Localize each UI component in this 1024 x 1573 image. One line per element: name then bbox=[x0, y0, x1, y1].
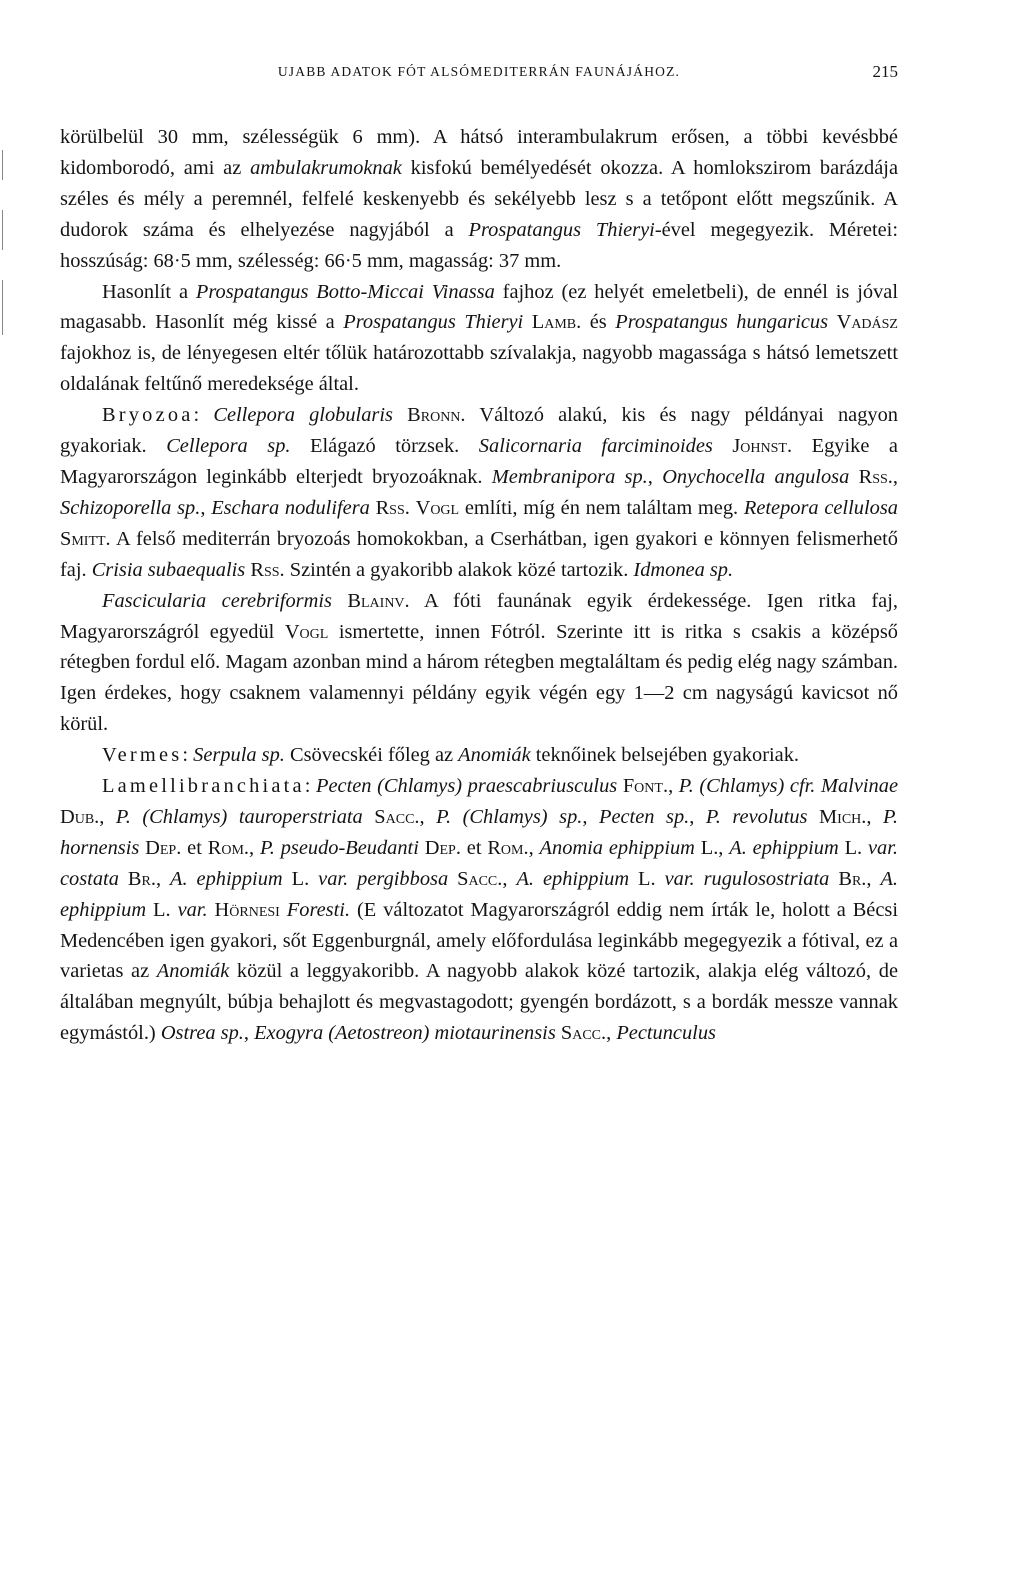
author-name: Rom. bbox=[487, 836, 529, 859]
taxon-name: Pectunculus bbox=[616, 1022, 716, 1045]
text-run bbox=[363, 806, 375, 828]
text-run: L. bbox=[282, 867, 319, 890]
text-run: , bbox=[419, 805, 437, 828]
taxon-name: Cellepora sp. bbox=[166, 435, 291, 458]
text-run: , bbox=[200, 496, 212, 519]
paragraph bbox=[60, 771, 898, 1049]
group-heading: Vermes bbox=[102, 744, 183, 767]
text-run: , bbox=[99, 805, 116, 828]
text-run: et bbox=[181, 836, 208, 859]
text-run: fajhoz (ez helyét emeletbeli), de ennél is jóval magasabb. Hasonlít még kissé a bbox=[60, 280, 898, 334]
author-name: Vadász bbox=[836, 311, 898, 334]
text-run bbox=[208, 899, 215, 921]
text-run: , bbox=[502, 867, 517, 890]
taxon-name: ambulakrumoknak bbox=[250, 156, 402, 179]
text-run: , bbox=[866, 805, 884, 828]
text-run: ismertette, innen Fótról. Szerinte itt is ritka s csakis a középső rétegben fordul elő. Magam azonban mind a három rétegben megtaláltam és pedig elég nagy számban. Igen érdekes, hogy csaknem valamennyi példány egyik végén egy 1—2 cm nagyságú kavicsot nő körül. bbox=[60, 620, 898, 736]
text-run: , bbox=[155, 867, 171, 890]
taxon-name: Idmonea sp. bbox=[633, 558, 734, 581]
taxon-name: Prospatangus hungaricus bbox=[615, 311, 829, 334]
taxon-name: Salicornaria farciminoides bbox=[478, 435, 713, 458]
author-name: Johnst. bbox=[732, 435, 793, 458]
text-run bbox=[448, 868, 457, 890]
taxon-name: Prospatangus Thieryi bbox=[468, 218, 655, 241]
text-run: L. bbox=[838, 836, 868, 859]
author-name: Vogl bbox=[415, 496, 460, 519]
text-run: , bbox=[582, 805, 599, 828]
text-run: L., bbox=[694, 836, 730, 859]
taxon-name: var. rugulosostriata bbox=[664, 867, 830, 890]
author-name: Br. bbox=[838, 867, 867, 890]
taxon-name: P. (Chlamys) tauroperstriata bbox=[115, 805, 363, 828]
text-run: Csövecskéi főleg az bbox=[284, 744, 459, 767]
taxon-name: var. costata bbox=[60, 836, 898, 890]
text-run bbox=[332, 590, 347, 612]
text-run bbox=[808, 806, 820, 828]
author-name: Rss. bbox=[250, 558, 285, 581]
taxon-name: Exogyra (Aetostreon) miotaurinensis bbox=[254, 1022, 556, 1045]
text-run: , bbox=[249, 836, 260, 859]
text-run: Szintén a gyakoribb alakok közé tartozik. bbox=[284, 558, 634, 581]
author-name: Font. bbox=[622, 775, 669, 798]
text-run: , bbox=[528, 836, 540, 859]
taxon-name: Eschara nodulifera bbox=[211, 496, 370, 519]
text-run: et bbox=[460, 836, 488, 859]
taxon-name: Foresti. bbox=[286, 898, 351, 921]
taxon-name: Crisia subaequalis bbox=[91, 558, 246, 581]
text-run: , bbox=[668, 775, 679, 798]
author-name: Sacc. bbox=[374, 805, 420, 828]
author-name: Vogl bbox=[284, 620, 329, 643]
taxon-name: Ostrea sp. bbox=[160, 1022, 244, 1045]
text-run: és bbox=[581, 311, 616, 334]
text-run bbox=[393, 404, 407, 426]
paragraph bbox=[60, 740, 898, 771]
author-name: Dep. bbox=[145, 836, 182, 859]
text-run: , bbox=[689, 805, 706, 828]
text-run: : bbox=[193, 404, 214, 427]
taxon-name: Cellepora globularis bbox=[213, 404, 393, 427]
author-name: Sacc. bbox=[457, 867, 503, 890]
text-run: Hasonlít a bbox=[102, 280, 196, 303]
text-run bbox=[713, 435, 733, 457]
running-head bbox=[60, 62, 898, 84]
taxon-name: P. (Chlamys) sp. bbox=[436, 805, 583, 828]
page-number: 215 bbox=[872, 62, 898, 81]
paragraph bbox=[60, 277, 898, 401]
taxon-name: var. bbox=[177, 898, 208, 921]
paragraph bbox=[60, 122, 898, 277]
text-run bbox=[849, 466, 858, 488]
taxon-name: P. (Chlamys) cfr. Malvinae bbox=[678, 775, 898, 798]
document-page bbox=[60, 62, 898, 1049]
taxon-name: Prospatangus Thieryi bbox=[343, 311, 524, 334]
text-run: Egyike a Magyarországon leginkább elterjedt bryozoáknak. bbox=[60, 435, 898, 488]
author-name: Hörnesi bbox=[214, 898, 280, 921]
text-run: fajokhoz is, de lényegesen eltér tőlük határozottabb szívalakja, nagyobb magassága s hátsó lemetszett oldalának feltűnő meredeksége által. bbox=[60, 342, 898, 396]
text-run: , bbox=[647, 465, 663, 488]
taxon-name: A. ephippium bbox=[170, 867, 283, 890]
text-run bbox=[280, 899, 287, 921]
paragraph bbox=[60, 400, 898, 585]
taxon-name: P. pseudo-Beudanti bbox=[259, 836, 419, 859]
taxon-name: A. ephippium bbox=[729, 836, 839, 859]
text-run: Elágazó törzsek. bbox=[290, 435, 479, 458]
taxon-name: Pecten (Chlamys) praescabriusculus bbox=[316, 775, 618, 798]
scan-margin-marks bbox=[0, 150, 8, 350]
taxon-name: Prospatangus Botto-Miccai Vinassa bbox=[195, 280, 495, 303]
taxon-name: Anomiák bbox=[458, 744, 531, 767]
author-name: Rss. bbox=[375, 496, 410, 519]
taxon-name: Anomia ephippium bbox=[539, 836, 695, 859]
running-title: UJABB ADATOK FÓT ALSÓMEDITERRÁN FAUNÁJÁHOZ. bbox=[277, 64, 681, 79]
taxon-name: var. pergibbosa bbox=[318, 867, 449, 890]
body-text bbox=[60, 122, 898, 1049]
taxon-name: Serpula sp. bbox=[193, 744, 285, 767]
taxon-name: Anomiák bbox=[156, 960, 230, 983]
author-name: Lamb. bbox=[531, 311, 582, 334]
text-run bbox=[829, 868, 838, 890]
text-run: , bbox=[866, 867, 881, 890]
author-name: Dub. bbox=[60, 805, 100, 828]
text-run: , bbox=[243, 1022, 255, 1045]
paragraph bbox=[60, 586, 898, 741]
author-name: Rom. bbox=[207, 836, 249, 859]
text-run: -ével megegyezik. Méretei: hosszúság: 68·5 mm, szélesség: 66·5 mm, magasság: 37 mm. bbox=[60, 218, 898, 272]
text-run: , bbox=[892, 465, 898, 488]
text-run: közül a leggyakoribb. A nagyobb alakok közé tartozik, alakja elég változó, de általában megnyúlt, búbja behajlott és megvastagodott; gyengén bordázott, s a bordák messze vannak egymástól.) bbox=[60, 960, 898, 1045]
taxon-name: A. ephippium bbox=[60, 867, 899, 921]
text-run: : bbox=[182, 744, 194, 767]
taxon-name: P. revolutus bbox=[705, 805, 808, 828]
text-run: , bbox=[606, 1022, 617, 1045]
text-run: A felső mediterrán bryozoás homokokban, a Cserhátban, igen gyakori e könnyen felismerhető faj. bbox=[60, 527, 898, 581]
taxon-name: Onychocella angulosa bbox=[662, 465, 850, 488]
text-run: kisfokú bemélyedését okozza. A homlokszirom barázdája széles és mély a peremnél, felfelé keskenyebb és sekélyebb lesz s a tetőpont előtt megszűnik. A dudorok száma és elhelyezése nagyjából a bbox=[60, 156, 898, 241]
text-run bbox=[119, 868, 128, 890]
taxon-name: Retepora cellulosa bbox=[743, 496, 898, 519]
author-name: Dep. bbox=[424, 836, 461, 859]
author-name: Mich. bbox=[819, 805, 867, 828]
group-heading: Lamellibranchiata bbox=[102, 775, 305, 798]
taxon-name: Schizoporella sp. bbox=[60, 496, 201, 519]
author-name: Rss. bbox=[858, 465, 893, 488]
text-run: : bbox=[304, 775, 317, 798]
text-run bbox=[828, 311, 837, 333]
taxon-name: Fascicularia cerebriformis bbox=[102, 589, 332, 612]
author-name: Blainv. bbox=[347, 589, 410, 612]
taxon-name: P. hornensis bbox=[60, 805, 898, 859]
taxon-name: Membranipora sp. bbox=[491, 465, 648, 488]
text-run: A fóti faunának egyik érdekessége. Igen ritka faj, Magyarországról egyedül bbox=[60, 589, 898, 643]
group-heading: Bryozoa bbox=[102, 404, 194, 427]
taxon-name: A. ephippium bbox=[516, 867, 630, 890]
text-run: körülbelül 30 mm, szélességük 6 mm). A hátsó interambulakrum erősen, a többi kevésbbé kidomborodó, ami az bbox=[60, 126, 898, 179]
author-name: Bronn. bbox=[407, 404, 466, 427]
author-name: Sacc. bbox=[560, 1022, 607, 1045]
text-run bbox=[523, 311, 532, 333]
text-run: Változó alakú, kis és nagy példányai nagyon gyakoriak. bbox=[60, 404, 898, 458]
text-run: L. bbox=[146, 898, 178, 921]
author-name: Br. bbox=[127, 867, 156, 890]
text-run: teknőinek belsejében gyakoriak. bbox=[530, 744, 800, 767]
text-run: említi, míg én nem találtam meg. bbox=[459, 496, 744, 519]
taxon-name: Pecten sp. bbox=[599, 805, 690, 828]
author-name: Smitt. bbox=[60, 527, 111, 550]
text-run: (E változatot Magyarországról eddig nem írták le, holott a Bécsi Medencében igen gyakori, sőt Eggenburgnál, amely előfordulása leginkább megegyezik a fótival, ez a varietas az bbox=[60, 898, 898, 983]
text-run: L. bbox=[629, 867, 665, 890]
